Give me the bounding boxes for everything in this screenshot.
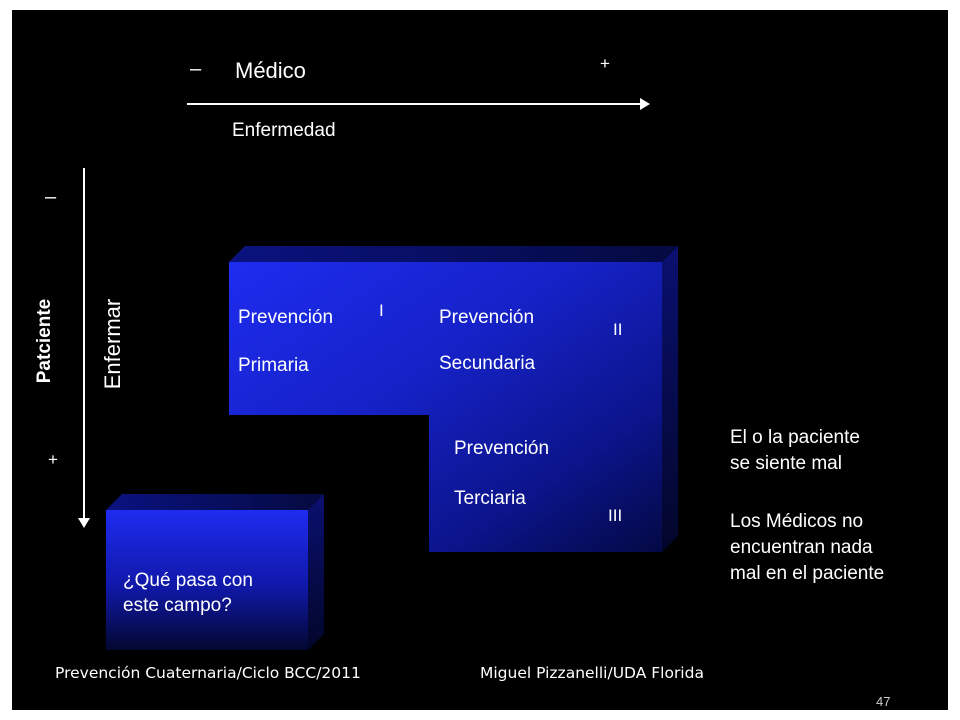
- top-axis-sublabel: Enfermedad: [232, 120, 336, 141]
- note2-line3: mal en el paciente: [730, 563, 885, 584]
- footer-left: Prevención Cuaternaria/Ciclo BCC/2011: [55, 664, 361, 682]
- note2-line2: encuentran nada: [730, 537, 873, 558]
- left-axis-inner-label-text: Enfermar: [100, 298, 125, 390]
- terciaria-numeral: III: [608, 506, 623, 525]
- cuaternaria-line2: este campo?: [123, 595, 232, 616]
- cuaternaria-line1: ¿Qué pasa con: [123, 570, 253, 591]
- top-axis-label: Médico: [235, 58, 306, 83]
- note1-line2: se siente mal: [730, 453, 842, 474]
- secundaria-line1: Prevención: [439, 307, 535, 328]
- small-block-side-face: [308, 494, 324, 650]
- secundaria-numeral: II: [613, 320, 623, 339]
- terciaria-line2: Terciaria: [454, 488, 526, 509]
- left-axis-outer-label-text: Patciente: [34, 298, 55, 384]
- note2-line1: Los Médicos no: [730, 511, 864, 532]
- secundaria-line2: Secundaria: [439, 353, 536, 374]
- small-block-top-face: [106, 494, 324, 510]
- footer-right: Miguel Pizzanelli/UDA Florida: [480, 664, 704, 682]
- note1-line1: El o la paciente: [730, 427, 860, 448]
- primaria-line2: Primaria: [238, 355, 309, 376]
- block-side-face: [662, 246, 678, 552]
- primaria-numeral: I: [379, 301, 384, 320]
- left-axis-minus: –: [45, 186, 57, 208]
- terciaria-line1: Prevención: [454, 438, 550, 459]
- page-number: 47: [876, 694, 891, 709]
- block-top-face: [229, 246, 678, 262]
- primaria-line1: Prevención: [238, 307, 334, 328]
- top-axis-minus: –: [190, 58, 202, 80]
- top-axis-plus: +: [600, 54, 610, 73]
- left-axis-plus: +: [48, 450, 58, 469]
- slide: [12, 10, 948, 710]
